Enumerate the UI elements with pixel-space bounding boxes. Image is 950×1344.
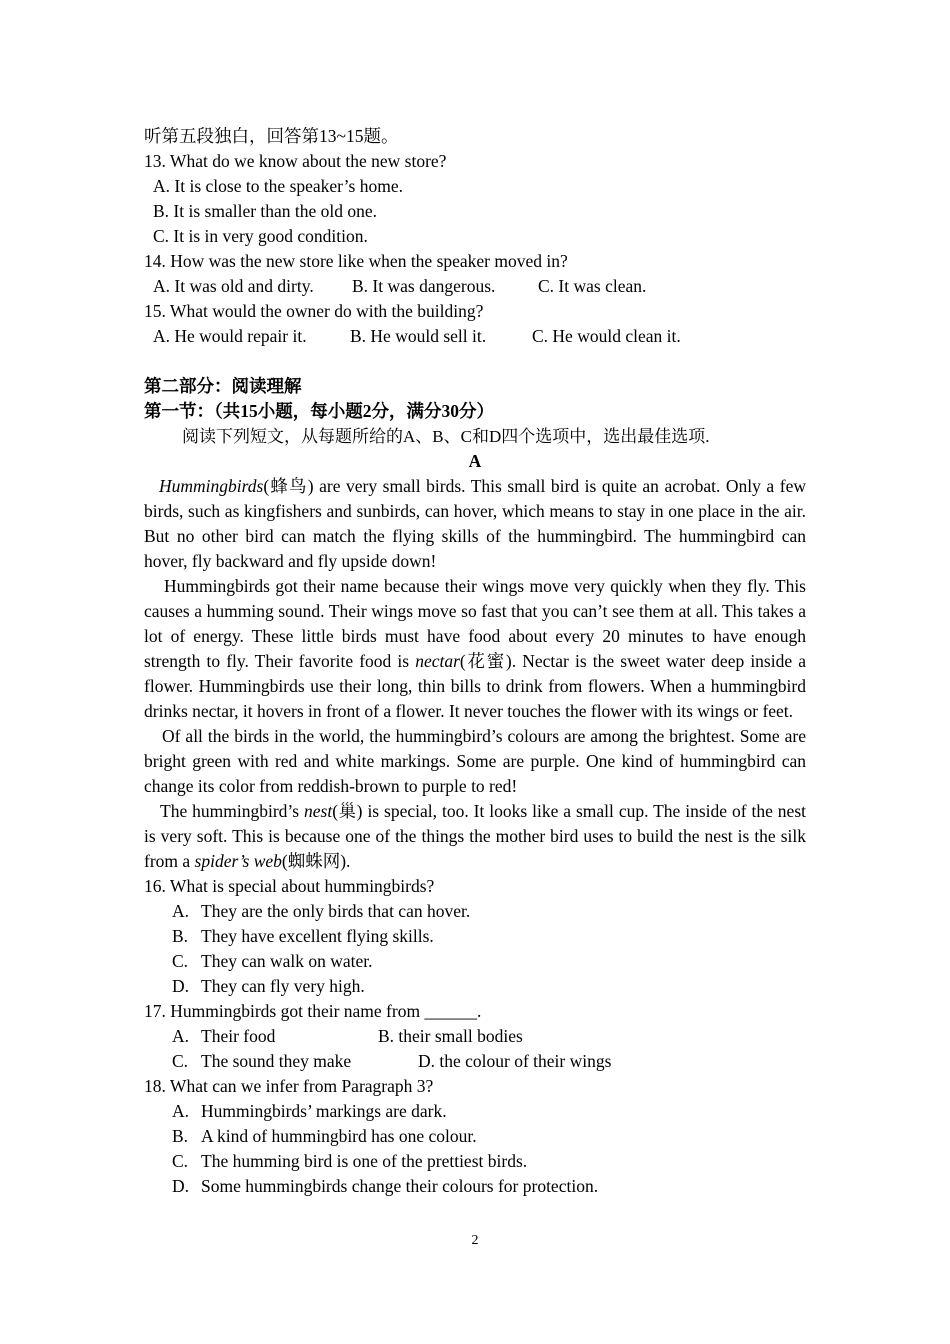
question-17-options-ab: A. Their food B. their small bodies [144, 1024, 806, 1049]
question-18-option-a: A. Hummingbirds’ markings are dark. [172, 1101, 447, 1121]
passage-paragraph-3: Of all the birds in the world, the hummingbird’s colours are among the brightest. Some are bright green with red and white markings. Some are purple. One kind of hummingbird can change its color from reddish-brown to purple to red! [144, 726, 806, 796]
question-18-option-c: C. The humming bird is one of the prettiest birds. [172, 1151, 528, 1171]
question-16-option-c: C. They can walk on water. [172, 951, 373, 971]
question-15-stem: 15. What would the owner do with the building? [144, 301, 484, 321]
question-14-option-b: B. It was dangerous. [352, 276, 496, 296]
question-17-option-d: D. the colour of their wings [418, 1051, 612, 1071]
reading-part-title: 第二部分：阅读理解 [144, 376, 302, 396]
spacer [144, 349, 806, 374]
question-15-options [144, 324, 806, 349]
question-17-option-b: B. their small bodies [378, 1026, 523, 1046]
reading-section-title: 第一节：（共15小题，每小题2分，满分30分） [144, 401, 494, 421]
question-14-stem: 14. How was the new store like when the speaker moved in? [144, 251, 568, 271]
question-14-option-c: C. It was clean. [538, 276, 647, 296]
term-nest: nest [304, 801, 333, 821]
term-nectar: nectar [415, 651, 460, 671]
passage-label: A [468, 451, 482, 471]
term-spiders-web: spider’s web [194, 851, 282, 871]
question-14-options [144, 274, 806, 299]
term-hummingbirds: Hummingbirds [159, 476, 264, 496]
page-content [144, 124, 806, 1199]
question-14-option-a: A. It was old and dirty. [153, 276, 314, 296]
question-16-stem: 16. What is special about hummingbirds? [144, 876, 435, 896]
reading-instruction: 阅读下列短文，从每题所给的A、B、C和D四个选项中，选出最佳选项. [182, 427, 710, 446]
question-15-option-c: C. He would clean it. [532, 326, 681, 346]
question-16-option-b: B. They have excellent flying skills. [172, 926, 434, 946]
question-17-options-cd: C. The sound they make D. the colour of their wings [144, 1049, 806, 1074]
question-13-option-c: C. It is in very good condition. [153, 226, 368, 246]
question-18-option-b: B. A kind of hummingbird has one colour. [172, 1126, 477, 1146]
question-18-stem: 18. What can we infer from Paragraph 3? [144, 1076, 434, 1096]
question-16-option-a: A. They are the only birds that can hover. [172, 901, 471, 921]
question-17-option-a: Their food [201, 1026, 276, 1046]
question-17-option-c: The sound they make [201, 1051, 352, 1071]
page-number: 2 [471, 1233, 479, 1248]
question-15-option-a: A. He would repair it. [153, 326, 307, 346]
question-13-option-a: A. It is close to the speaker’s home. [153, 176, 403, 196]
question-13-stem: 13. What do we know about the new store? [144, 151, 447, 171]
question-13-option-b: B. It is smaller than the old one. [153, 201, 378, 221]
passage-paragraph-1: Hummingbirds(蜂鸟) are very small birds. This small bird is quite an acrobat. Only a few birds, such as kingfishers and sunbirds, can hover, which means to stay in one place in the air. But no other bird can match the flying skills of the hummingbird. The hummingbird can hover, fly backward and fly upside down! [144, 476, 806, 571]
passage-paragraph-2: Hummingbirds got their name because their wings move very quickly when they fly. This causes a humming sound. Their wings move so fast that you can’t see them at all. This takes a lot of energy. These little birds must have food about every 20 minutes to have enough strength to fly. Their favorite food is nectar(花蜜). Nectar is the sweet water deep inside a flower. Hummingbirds use their long, thin bills to drink from flowers. When a hummingbird drinks nectar, it hovers in front of a flower. It never touches the flower with its wings or feet. [144, 576, 806, 721]
listening-section-intro: 听第五段独白，回答第13~15题。 [144, 126, 399, 146]
question-17-stem: 17. Hummingbirds got their name from ______. [144, 1001, 482, 1021]
passage-paragraph-4: The hummingbird’s nest(巢) is special, too. It looks like a small cup. The inside of the nest is very soft. This is because one of the things the mother bird uses to build the nest is the silk from a spider’s web(蜘蛛网). [144, 801, 806, 871]
question-16-option-d: D. They can fly very high. [172, 976, 365, 996]
question-15-option-b: B. He would sell it. [350, 326, 487, 346]
question-18-option-d: D. Some hummingbirds change their colours for protection. [172, 1176, 599, 1196]
